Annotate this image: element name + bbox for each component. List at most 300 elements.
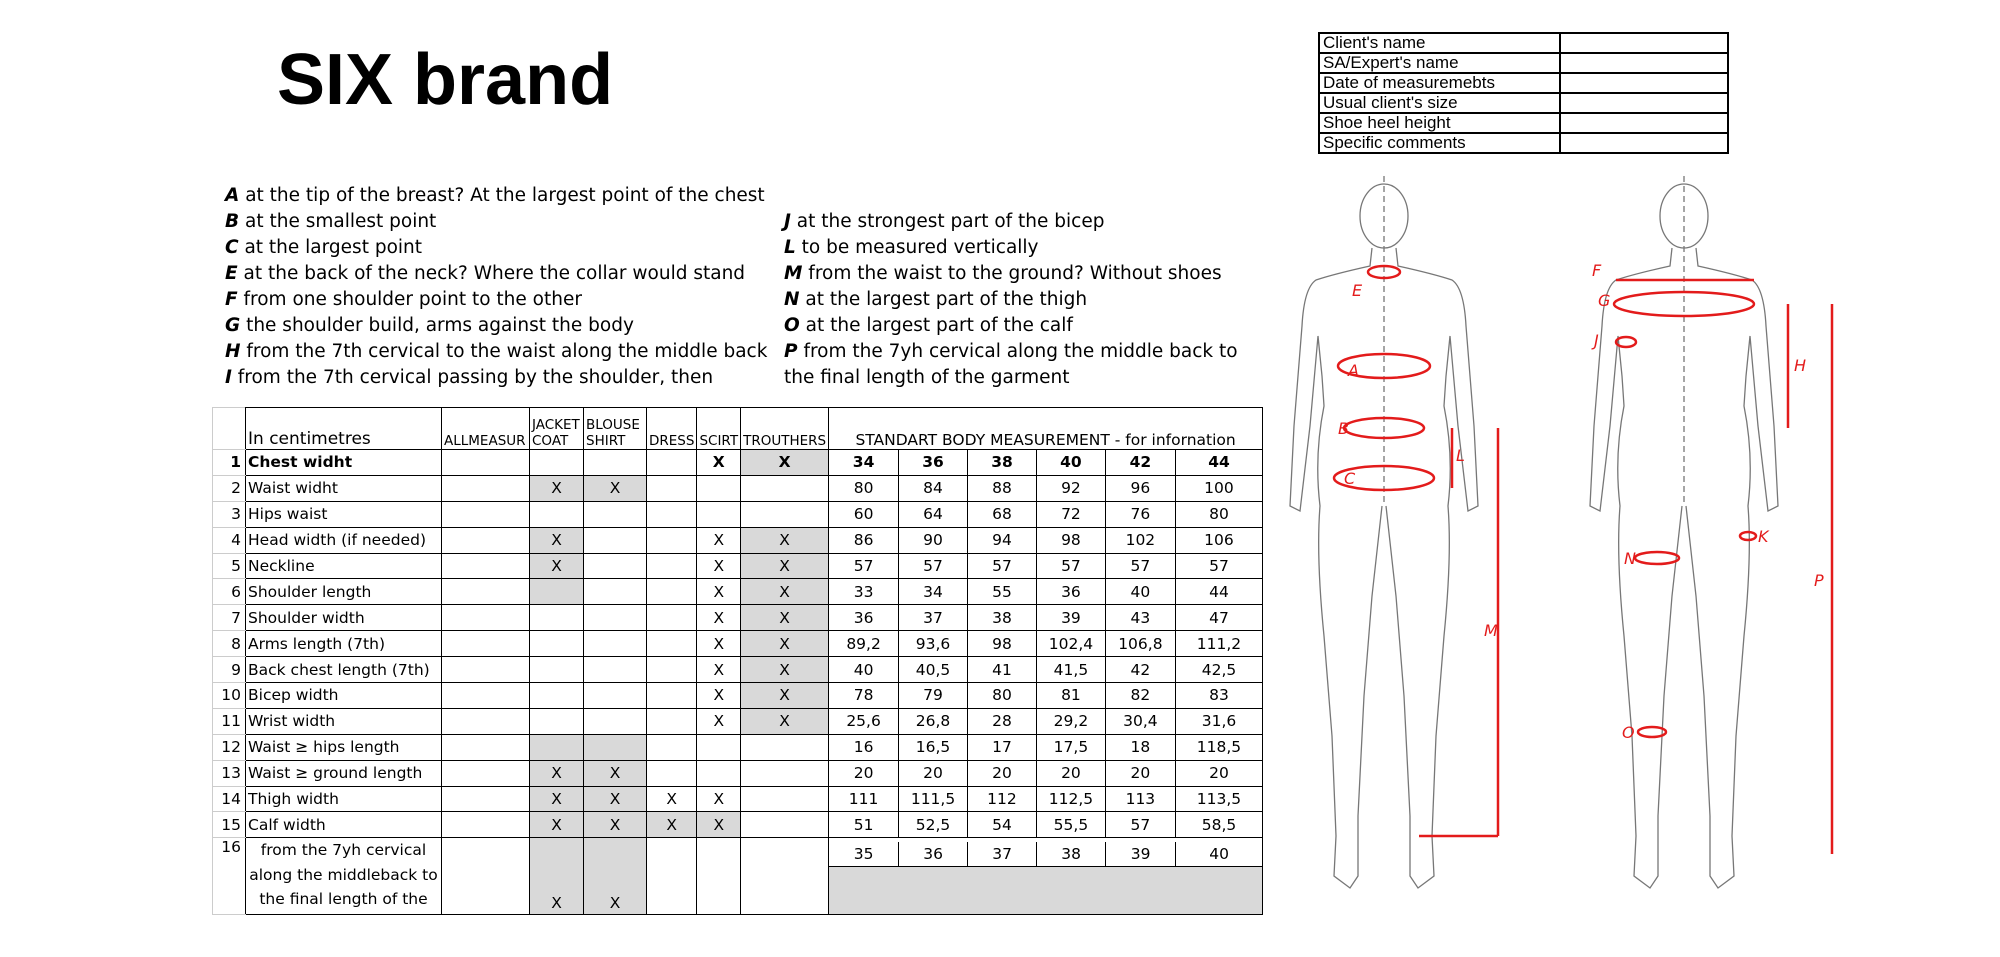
cell-dress: [647, 475, 697, 501]
cell-jacket: [530, 734, 584, 760]
row-number: 4: [213, 527, 246, 553]
size-value: 20: [899, 760, 968, 786]
header-blouse: BLOUSE: [586, 417, 640, 433]
row-number: 16: [213, 838, 246, 915]
legend-key: G: [225, 315, 241, 336]
size-value: 17,5: [1036, 734, 1105, 760]
cell-blouse: [584, 605, 647, 631]
cell-trouthers: [741, 838, 829, 915]
row-name: from the 7yh cervical along the middleback to the final length of the: [246, 838, 442, 915]
header-scirt: SCIRT: [697, 408, 741, 450]
legend-line: [784, 339, 1238, 365]
size-value: 55: [968, 579, 1037, 605]
client-form-value[interactable]: [1560, 53, 1728, 73]
size-value: 31,6: [1175, 708, 1262, 734]
legend-key: M: [784, 263, 803, 284]
legend-line: [784, 235, 1238, 261]
cell-blouse: X: [584, 475, 647, 501]
cell-dress: [647, 760, 697, 786]
legend-text: the final length of the garment: [784, 367, 1070, 388]
size-value: 80: [829, 475, 899, 501]
size-value: 57: [968, 553, 1037, 579]
cell-all: [442, 812, 530, 838]
cell-jacket: [530, 579, 584, 605]
size-value: 33: [829, 579, 899, 605]
cell-scirt: X: [697, 527, 741, 553]
cell-all: [442, 579, 530, 605]
cell-jacket: X: [530, 527, 584, 553]
cell-dress: X: [647, 812, 697, 838]
size-value: 55,5: [1036, 812, 1105, 838]
cell-blouse: [584, 708, 647, 734]
cell-blouse: [584, 553, 647, 579]
table-row: [213, 553, 1263, 579]
header-num-cell: [213, 408, 246, 450]
size-value: 57: [1105, 553, 1175, 579]
table-row: [213, 527, 1263, 553]
legend-text: to be measured vertically: [795, 237, 1039, 258]
size-value: 37: [899, 605, 968, 631]
row-number: 15: [213, 812, 246, 838]
size-value: 112,5: [1036, 786, 1105, 812]
cell-jacket: [530, 708, 584, 734]
front-measure-marks: [1334, 266, 1498, 836]
back-label-P: P: [1814, 571, 1824, 590]
size-value: 54: [968, 812, 1037, 838]
size-header-36: 36: [899, 450, 968, 476]
cell-trouthers: X: [741, 579, 829, 605]
legend-text: at the smallest point: [239, 211, 437, 232]
legend-text: from the 7th cervical passing by the shoulder, then: [231, 367, 714, 388]
size-header-34: 34: [829, 450, 899, 476]
final-length-values-row: [829, 842, 1262, 867]
row-name: Back chest length (7th): [246, 657, 442, 683]
header-trouthers: TROUTHERS: [741, 408, 829, 450]
row-name: Shoulder width: [246, 605, 442, 631]
cell-scirt: X: [697, 708, 741, 734]
header-shirt: SHIRT: [586, 433, 626, 449]
cell-blouse: [584, 501, 647, 527]
cell-blouse: [584, 683, 647, 709]
row-number: 2: [213, 475, 246, 501]
legend-key: L: [784, 237, 796, 258]
size-value: 18: [1105, 734, 1175, 760]
back-label-G: G: [1598, 291, 1611, 310]
cell-jacket: [530, 683, 584, 709]
legend-text: from the 7th cervical to the waist along the middle back: [240, 341, 768, 362]
cell-dress: [647, 527, 697, 553]
cell-scirt: X: [697, 553, 741, 579]
client-form-label: Specific comments: [1319, 133, 1560, 153]
size-value: 100: [1175, 475, 1262, 501]
cell-all: [442, 450, 530, 476]
size-value: 51: [829, 812, 899, 838]
client-form-label: Shoe heel height: [1319, 113, 1560, 133]
legend-line: [225, 261, 767, 287]
back-label-H: H: [1794, 356, 1807, 375]
legend-text: the shoulder build, arms against the body: [240, 315, 634, 336]
size-value: 102: [1105, 527, 1175, 553]
size-value: 42: [1105, 657, 1175, 683]
cell-trouthers: X: [741, 657, 829, 683]
legend-key: P: [784, 341, 798, 362]
cell-blouse: [584, 450, 647, 476]
size-value: 112: [968, 786, 1037, 812]
size-value: 20: [829, 760, 899, 786]
cell-scirt: X: [697, 605, 741, 631]
size-value: 47: [1175, 605, 1262, 631]
size-value: 43: [1105, 605, 1175, 631]
cell-blouse: [584, 657, 647, 683]
size-value: 76: [1105, 501, 1175, 527]
row-name: Arms length (7th): [246, 631, 442, 657]
row-number: 7: [213, 605, 246, 631]
size-value: 20: [968, 760, 1037, 786]
client-form-value[interactable]: [1560, 93, 1728, 113]
size-value: 36: [1036, 579, 1105, 605]
cell-all: [442, 475, 530, 501]
client-form-row: [1319, 33, 1728, 53]
table-row: [213, 605, 1263, 631]
cell-trouthers: [741, 475, 829, 501]
size-value: 93,6: [899, 631, 968, 657]
table-row: [213, 734, 1263, 760]
cell-all: [442, 553, 530, 579]
size-row-num: 1: [213, 450, 246, 476]
legend-key: A: [225, 185, 240, 206]
size-value: 34: [899, 579, 968, 605]
size-value: 81: [1036, 683, 1105, 709]
cell-scirt: X: [697, 657, 741, 683]
legend-text: from the 7yh cervical along the middle back to: [797, 341, 1238, 362]
row-name: Hips waist: [246, 501, 442, 527]
size-row-label: Chest widht: [246, 450, 442, 476]
front-label-L: L: [1456, 446, 1465, 465]
cell-scirt: X: [697, 631, 741, 657]
header-in-centimetres: In centimetres: [246, 408, 442, 450]
cell-scirt: [697, 734, 741, 760]
size-value: 98: [968, 631, 1037, 657]
legend-text: from the waist to the ground? Without shoes: [802, 263, 1222, 284]
header-dress: DRESS: [647, 408, 697, 450]
table-row: [213, 657, 1263, 683]
cell-dress: [647, 683, 697, 709]
legend-line: [225, 287, 767, 313]
size-value: 57: [1036, 553, 1105, 579]
header-coat: COAT: [532, 433, 569, 449]
row-name: Bicep width: [246, 683, 442, 709]
size-value: 113,5: [1175, 786, 1262, 812]
front-figure: [1290, 176, 1478, 888]
cell-jacket: [530, 631, 584, 657]
cell-jacket: X: [530, 475, 584, 501]
client-form-value[interactable]: [1560, 33, 1728, 53]
size-value: 89,2: [829, 631, 899, 657]
cell-all: [442, 501, 530, 527]
cell-dress: [647, 553, 697, 579]
cell-scirt: [697, 475, 741, 501]
header-jacket-coat: [530, 408, 584, 450]
legend-line: [784, 365, 1238, 391]
measurement-legend-right: [784, 209, 1238, 391]
client-form-label: Client's name: [1319, 33, 1560, 53]
size-value: 29,2: [1036, 708, 1105, 734]
client-form-row: [1319, 133, 1728, 153]
size-value: 57: [899, 553, 968, 579]
size-value: 118,5: [1175, 734, 1262, 760]
table-row: [213, 631, 1263, 657]
client-form-label: Usual client's size: [1319, 93, 1560, 113]
cell-trouthers: X: [741, 527, 829, 553]
legend-line: [784, 313, 1238, 339]
size-value: 28: [968, 708, 1037, 734]
cell-scirt: X: [697, 450, 741, 476]
legend-line: [784, 287, 1238, 313]
legend-text: at the strongest part of the bicep: [790, 211, 1105, 232]
cell-all: [442, 838, 530, 915]
cell-blouse: X: [584, 760, 647, 786]
final-length-grey-block: [829, 867, 1262, 914]
size-value: 35: [829, 842, 899, 866]
cell-trouthers: X: [741, 450, 829, 476]
size-value: 90: [899, 527, 968, 553]
row-number: 12: [213, 734, 246, 760]
legend-key: J: [784, 211, 791, 232]
size-value: 68: [968, 501, 1037, 527]
table-row: [213, 708, 1263, 734]
cell-dress: X: [647, 786, 697, 812]
legend-line: [225, 365, 767, 391]
front-label-M: M: [1484, 621, 1498, 640]
cell-blouse: [584, 527, 647, 553]
size-value: 20: [1175, 760, 1262, 786]
client-form-row: [1319, 93, 1728, 113]
cell-scirt: X: [697, 579, 741, 605]
size-value: 60: [829, 501, 899, 527]
size-value: 52,5: [899, 812, 968, 838]
row-name: Calf width: [246, 812, 442, 838]
size-value: 39: [1106, 842, 1176, 866]
cell-dress: [647, 579, 697, 605]
cell-jacket: [530, 605, 584, 631]
row-name: Wrist width: [246, 708, 442, 734]
row-name: Head width (if needed): [246, 527, 442, 553]
size-value: 57: [1105, 812, 1175, 838]
size-value: 40: [1209, 844, 1229, 863]
measurement-table: [212, 407, 1263, 915]
legend-key: N: [784, 289, 800, 310]
cell-blouse: X: [584, 786, 647, 812]
size-value: 36: [899, 842, 968, 866]
row-number: 10: [213, 683, 246, 709]
cell-all: [442, 760, 530, 786]
table-row-final-length: [213, 838, 1263, 915]
header-standart-body-measurement: STANDART BODY MEASUREMENT - for infornation: [829, 408, 1263, 450]
front-label-B: B: [1338, 419, 1349, 438]
cell-dress: [647, 838, 697, 915]
cell-jacket: [530, 501, 584, 527]
cell-all: [442, 527, 530, 553]
size-value: 111,2: [1175, 631, 1262, 657]
cell-trouthers: X: [741, 683, 829, 709]
row-name: Thigh width: [246, 786, 442, 812]
table-row: [213, 475, 1263, 501]
measurement-legend-left: [225, 183, 767, 391]
legend-text: at the largest part of the thigh: [799, 289, 1088, 310]
legend-line: [225, 313, 767, 339]
figures-svg: [1254, 176, 1844, 916]
size-header-44: 44: [1175, 450, 1262, 476]
legend-key: O: [784, 315, 800, 336]
size-value: 106,8: [1105, 631, 1175, 657]
row-name: Shoulder length: [246, 579, 442, 605]
size-value: 30,4: [1105, 708, 1175, 734]
cell-jacket: X: [530, 553, 584, 579]
size-header-42: 42: [1105, 450, 1175, 476]
size-value: 16,5: [899, 734, 968, 760]
front-label-C: C: [1344, 469, 1356, 488]
legend-text: at the tip of the breast? At the largest point of the chest: [239, 185, 765, 206]
size-value: 83: [1175, 683, 1262, 709]
legend-key: H: [225, 341, 241, 362]
cell-jacket: X: [530, 786, 584, 812]
size-value: 40,5: [899, 657, 968, 683]
row-number: 6: [213, 579, 246, 605]
row-number: 8: [213, 631, 246, 657]
header-all-measures: ALLMEASUR: [442, 408, 530, 450]
cell-blouse: [584, 631, 647, 657]
client-form-value[interactable]: [1560, 113, 1728, 133]
size-value: 40: [829, 657, 899, 683]
cell-scirt: [697, 760, 741, 786]
cell-dress: [647, 708, 697, 734]
client-form-value[interactable]: [1560, 133, 1728, 153]
size-value: 94: [968, 527, 1037, 553]
cell-all: [442, 786, 530, 812]
back-label-F: F: [1592, 261, 1602, 280]
legend-key: C: [225, 237, 239, 258]
cell-dress: [647, 501, 697, 527]
size-value: 41,5: [1036, 657, 1105, 683]
size-value: 102,4: [1036, 631, 1105, 657]
table-header-row: [213, 408, 1263, 450]
cell-jacket: [530, 450, 584, 476]
size-value: 98: [1036, 527, 1105, 553]
row-number: 14: [213, 786, 246, 812]
row-name: Neckline: [246, 553, 442, 579]
cell-scirt: X: [697, 683, 741, 709]
client-form-label: Date of measuremebts: [1319, 73, 1560, 93]
size-value: 72: [1036, 501, 1105, 527]
table-row: [213, 683, 1263, 709]
client-form-label: SA/Expert's name: [1319, 53, 1560, 73]
size-value: 39: [1036, 605, 1105, 631]
cell-jacket: X: [530, 838, 584, 915]
back-mark-N: [1635, 552, 1679, 564]
cell-dress: [647, 657, 697, 683]
size-value: 79: [899, 683, 968, 709]
row-name: Waist ≥ hips length: [246, 734, 442, 760]
size-value: 40: [1105, 579, 1175, 605]
cell-blouse: [584, 734, 647, 760]
client-form-row: [1319, 73, 1728, 93]
legend-text: from one shoulder point to the other: [237, 289, 582, 310]
cell-dress: [647, 605, 697, 631]
table-row: [213, 579, 1263, 605]
cell-blouse: X: [584, 838, 647, 915]
cell-trouthers: [741, 501, 829, 527]
size-value: 36: [829, 605, 899, 631]
cell-dress: [647, 631, 697, 657]
size-value: 106: [1175, 527, 1262, 553]
row-number: 9: [213, 657, 246, 683]
table-row: [213, 501, 1263, 527]
cell-all: [442, 605, 530, 631]
cell-all: [442, 657, 530, 683]
back-label-N: N: [1624, 549, 1636, 568]
client-form-value[interactable]: [1560, 73, 1728, 93]
cell-scirt: X: [697, 812, 741, 838]
legend-key: E: [225, 263, 238, 284]
final-length-values: [829, 838, 1263, 915]
cell-trouthers: [741, 812, 829, 838]
back-label-K: K: [1758, 527, 1769, 546]
size-value: 78: [829, 683, 899, 709]
cell-blouse: X: [584, 812, 647, 838]
size-value: 44: [1175, 579, 1262, 605]
front-body-outline: [1290, 248, 1478, 888]
back-label-O: O: [1622, 723, 1635, 742]
size-value: 17: [968, 734, 1037, 760]
cell-trouthers: X: [741, 553, 829, 579]
size-value: 86: [829, 527, 899, 553]
row-name: Waist widht: [246, 475, 442, 501]
cell-scirt: X: [697, 786, 741, 812]
row-number: 11: [213, 708, 246, 734]
front-label-E: E: [1352, 281, 1363, 300]
size-value: 57: [829, 553, 899, 579]
size-value: 84: [899, 475, 968, 501]
cell-all: [442, 708, 530, 734]
cell-trouthers: X: [741, 605, 829, 631]
legend-text: at the largest part of the calf: [799, 315, 1073, 336]
size-value: 20: [1036, 760, 1105, 786]
size-value: 111: [829, 786, 899, 812]
size-value: 25,6: [829, 708, 899, 734]
body-figures: [1254, 176, 1844, 916]
size-value: 26,8: [899, 708, 968, 734]
back-mark-G: [1614, 292, 1754, 316]
legend-line: [225, 209, 767, 235]
size-value: 20: [1105, 760, 1175, 786]
cell-trouthers: [741, 760, 829, 786]
legend-line: [784, 261, 1238, 287]
legend-key: I: [225, 367, 232, 388]
size-value: 82: [1105, 683, 1175, 709]
cell-trouthers: [741, 734, 829, 760]
sizes-row: [213, 450, 1263, 476]
size-value: 111,5: [899, 786, 968, 812]
cell-trouthers: X: [741, 631, 829, 657]
row-number: 5: [213, 553, 246, 579]
cell-scirt: [697, 838, 741, 915]
cell-all: [442, 683, 530, 709]
legend-text: at the back of the neck? Where the collar would stand: [237, 263, 746, 284]
row-number: 13: [213, 760, 246, 786]
size-value: 16: [829, 734, 899, 760]
cell-scirt: [697, 501, 741, 527]
header-blouse-shirt: [584, 408, 647, 450]
